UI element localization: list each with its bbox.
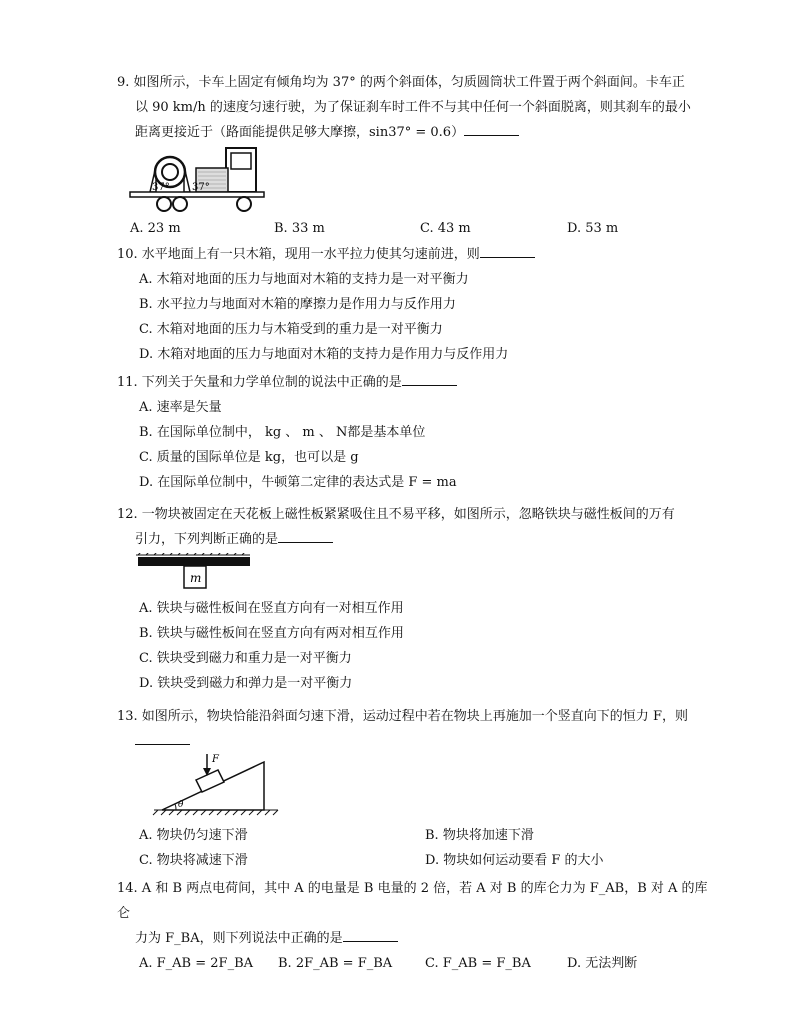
question-12 xyxy=(117,502,717,552)
q10-stem: 10. 水平地面上有一只木箱，现用一水平拉力使其匀速前进，则 xyxy=(117,242,717,267)
question-10 xyxy=(117,242,717,367)
answer-blank[interactable] xyxy=(480,245,535,258)
angle-left-label: 37° xyxy=(152,182,170,193)
q11-option-b[interactable]: B. 在国际单位制中， kg 、 m 、 N都是基本单位 xyxy=(139,425,426,440)
ceiling-magnet-diagram xyxy=(132,553,254,593)
incline-diagram xyxy=(132,750,282,816)
q10-option-b[interactable]: B. 水平拉力与地面对木箱的摩擦力是作用力与反作用力 xyxy=(139,297,456,312)
force-label: F xyxy=(212,754,219,765)
q12-stem-line1: 12. 一物块被固定在天花板上磁性板紧紧吸住且不易平移，如图所示，忽略铁块与磁性板间的万有 xyxy=(117,507,675,522)
q13-options xyxy=(117,823,717,873)
q11-option-d[interactable]: D. 在国际单位制中，牛顿第二定律的表达式是 F = ma xyxy=(139,475,457,490)
q12-options xyxy=(117,596,717,696)
answer-blank[interactable] xyxy=(343,929,398,942)
q13-option-b[interactable]: B. 物块将加速下滑 xyxy=(425,828,534,843)
answer-blank[interactable] xyxy=(135,732,190,745)
q13-option-c[interactable]: C. 物块将减速下滑 xyxy=(139,853,248,868)
q9-options xyxy=(117,216,717,241)
q12-option-a[interactable]: A. 铁块与磁性板间在竖直方向有一对相互作用 xyxy=(139,601,404,616)
q12-option-d[interactable]: D. 铁块受到磁力和弹力是一对平衡力 xyxy=(139,676,353,691)
q9-option-d[interactable]: D. 53 m xyxy=(567,221,619,236)
q11-stem: 11. 下列关于矢量和力学单位制的说法中正确的是 xyxy=(117,370,717,395)
angle-label: θ xyxy=(178,800,184,810)
question-11 xyxy=(117,370,717,495)
answer-blank[interactable] xyxy=(402,373,457,386)
q10-option-c[interactable]: C. 木箱对地面的压力与木箱受到的重力是一对平衡力 xyxy=(139,322,443,337)
q14-stem-line2: 力为 F_BA，则下列说法中正确的是 xyxy=(117,926,717,951)
q13-option-d[interactable]: D. 物块如何运动要看 F 的大小 xyxy=(425,853,604,868)
q10-option-a[interactable]: A. 木箱对地面的压力与地面对木箱的支持力是一对平衡力 xyxy=(139,272,469,287)
q12-option-c[interactable]: C. 铁块受到磁力和重力是一对平衡力 xyxy=(139,651,352,666)
q14-option-a[interactable]: A. F_AB = 2F_BA xyxy=(139,956,254,971)
question-9 xyxy=(117,70,717,145)
q14-option-d[interactable]: D. 无法判断 xyxy=(567,956,638,971)
q9-option-a[interactable]: A. 23 m xyxy=(130,221,181,236)
truck-diagram xyxy=(128,146,266,214)
q14-option-b[interactable]: B. 2F_AB = F_BA xyxy=(278,956,393,971)
block-mass-label: m xyxy=(190,571,202,585)
answer-blank[interactable] xyxy=(464,123,519,136)
q12-stem-line2: 引力，下列判断正确的是 xyxy=(117,527,717,552)
q11-option-c[interactable]: C. 质量的国际单位是 kg，也可以是 g xyxy=(139,450,359,465)
q9-option-c[interactable]: C. 43 m xyxy=(420,221,471,236)
answer-blank[interactable] xyxy=(278,530,333,543)
q14-option-c[interactable]: C. F_AB = F_BA xyxy=(425,956,531,971)
q9-stem-line3: 距离更接近于（路面能提供足够大摩擦，sin37° = 0.6） xyxy=(117,120,717,145)
q13-option-a[interactable]: A. 物块仍匀速下滑 xyxy=(139,828,248,843)
q9-option-b[interactable]: B. 33 m xyxy=(274,221,325,236)
angle-right-label: 37° xyxy=(192,182,210,193)
q9-stem-line2: 以 90 km/h 的速度匀速行驶，为了保证刹车时工件不与其中任何一个斜面脱离，则其刹车的最小 xyxy=(135,100,691,115)
q14-stem-line1: 14. A 和 B 两点电荷间，其中 A 的电量是 B 电量的 2 倍，若 A 对 B 的库仑力为 F_AB，B 对 A 的库仑 xyxy=(117,881,708,921)
question-13 xyxy=(117,704,717,754)
q13-stem-line1: 13. 如图所示，物块恰能沿斜面匀速下滑，运动过程中若在物块上再施加一个竖直向下的恒力 F，则 xyxy=(117,709,688,724)
q11-option-a[interactable]: A. 速率是矢量 xyxy=(139,400,222,415)
question-14 xyxy=(117,876,717,976)
q12-option-b[interactable]: B. 铁块与磁性板间在竖直方向有两对相互作用 xyxy=(139,626,404,641)
q9-stem-line1: 9. 如图所示，卡车上固定有倾角均为 37° 的两个斜面体，匀质圆筒状工件置于两个斜面间。卡车正 xyxy=(117,75,685,90)
q10-option-d[interactable]: D. 木箱对地面的压力与地面对木箱的支持力是作用力与反作用力 xyxy=(139,347,509,362)
